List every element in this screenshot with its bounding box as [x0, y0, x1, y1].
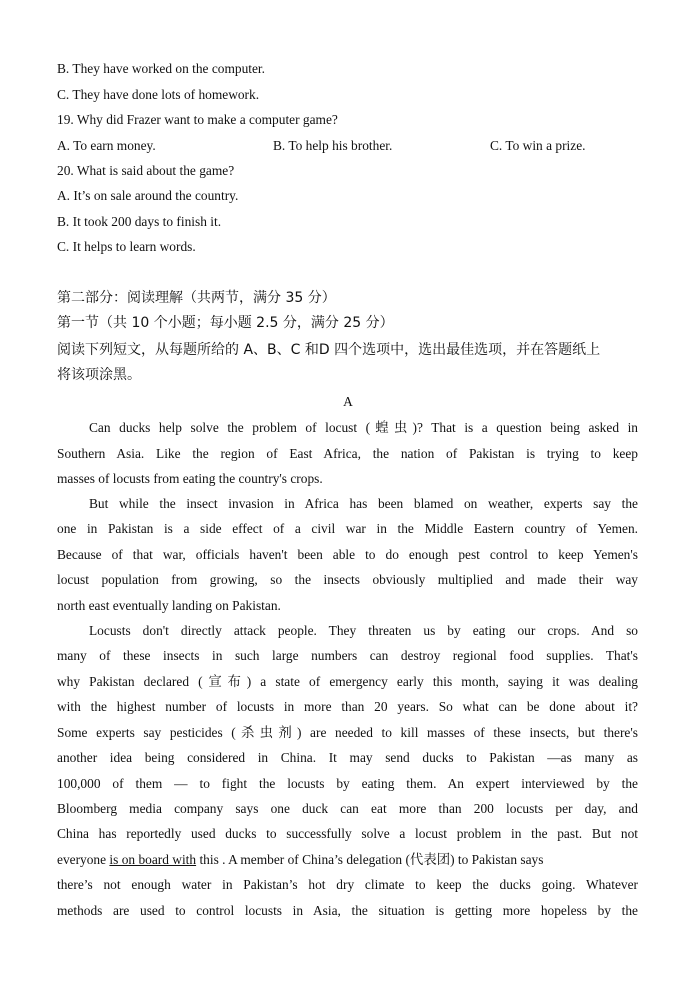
passage-text: everyone	[57, 852, 110, 867]
passage-line: locust population from growing, so the insects obviously multiplied and made their way	[57, 572, 638, 587]
passage-line: north east eventually landing on Pakistan.	[57, 598, 281, 613]
passage-line: But while the insect invasion in Africa has been blamed on weather, experts say the	[89, 496, 638, 511]
passage-line: Because of that war, officials haven't been able to do enough pest control to keep Yemen's	[57, 547, 638, 562]
underlined-phrase: is on board with	[109, 852, 197, 867]
q20-option-c: C. It helps to learn words.	[57, 239, 196, 254]
passage-line	[57, 851, 543, 869]
instruction-line-1: 阅读下列短文，从每题所给的 A、B、C 和D 四个选项中，选出最佳选项，并在答题纸上	[57, 342, 601, 358]
passage-line: why Pakistan declared (宣布) a state of emergency early this month, saying it was dealing	[57, 674, 638, 689]
passage-line: there’s not enough water in Pakistan’s hot dry climate to keep the ducks going. Whatever	[57, 877, 638, 892]
passage-line: Locusts don't directly attack people. They threaten us by eating our crops. And so	[89, 623, 638, 638]
passage-line: 100,000 of them — to fight the locusts by eating them. An expert interviewed by the	[57, 776, 638, 791]
q18-option-c: C. They have done lots of homework.	[57, 87, 260, 102]
part-title: 第二部分：阅读理解（共两节，满分 35 分）	[57, 290, 336, 306]
passage-line: Southern Asia. Like the region of East Africa, the nation of Pakistan is trying to keep	[57, 446, 638, 461]
q20-option-a: A. It’s on sale around the country.	[57, 188, 239, 203]
passage-line: another idea being considered in China. It may send ducks to Pakistan —as many as	[57, 750, 638, 765]
sub-title: 第一节（共 10 个小题；每小题 2.5 分，满分 25 分）	[57, 315, 394, 331]
instruction-line-2: 将该项涂黑。	[57, 367, 141, 383]
passage-label: A	[343, 394, 353, 409]
passage-line: masses of locusts from eating the country's crops.	[57, 471, 323, 486]
q19-option-c: C. To win a prize.	[490, 138, 586, 153]
q19-option-a: A. To earn money.	[57, 138, 156, 153]
passage-line: with the highest number of locusts in more than 20 years. So what can be done about it?	[57, 699, 638, 714]
passage-text: this . A member of China’s delegation (代表团) to Pakistan says	[196, 852, 544, 867]
passage-line: methods are used to control locusts in Asia, the situation is getting more hopeless by the	[57, 903, 638, 918]
q19-option-b: B. To help his brother.	[273, 138, 393, 153]
passage-line: Some experts say pesticides (杀虫剂) are needed to kill masses of these insects, but there's	[57, 725, 638, 740]
passage-line: China has reportedly used ducks to successfully solve a locust problem in the past. But not	[57, 826, 638, 841]
q20-stem: 20. What is said about the game?	[57, 163, 235, 178]
passage-line: one in Pakistan is a side effect of a civil war in the Middle Eastern country of Yemen.	[57, 521, 638, 536]
q19-stem: 19. Why did Frazer want to make a computer game?	[57, 112, 338, 127]
passage-line: many of these insects in such large numbers can destroy regional food supplies. That's	[57, 648, 638, 663]
passage-line: Bloomberg media company says one duck can eat more than 200 locusts per day, and	[57, 801, 638, 816]
q20-option-b: B. It took 200 days to finish it.	[57, 214, 222, 229]
q18-option-b: B. They have worked on the computer.	[57, 61, 265, 76]
passage-line: Can ducks help solve the problem of locust (蝗虫)? That is a question being asked in	[89, 420, 638, 435]
